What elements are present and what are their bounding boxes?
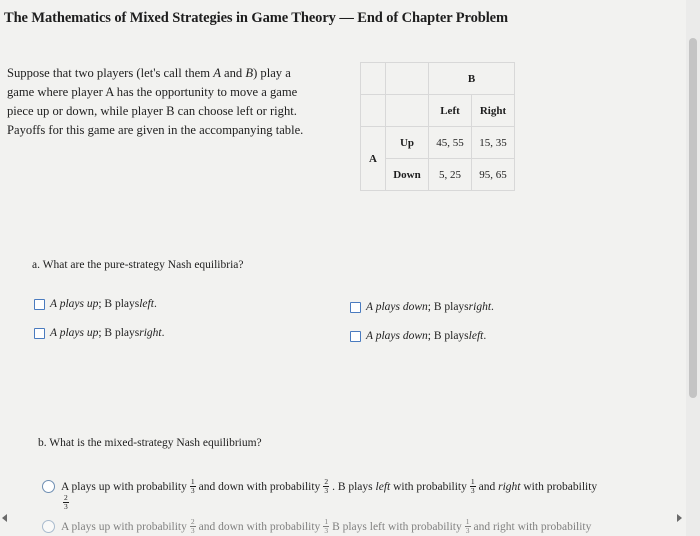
mixed-option-2[interactable] <box>42 518 591 535</box>
payoff-cell: 5, 25 <box>429 159 472 191</box>
question-a-text: a. What are the pure-strategy Nash equilibria? <box>32 259 244 271</box>
intro-text: and <box>220 66 246 80</box>
mixed-option-1[interactable] <box>42 478 597 495</box>
option-label: ; B plays <box>98 298 140 310</box>
numerator: 1 <box>324 517 329 526</box>
option-text: B plays left with probability <box>332 520 462 533</box>
radio-button[interactable] <box>42 480 55 493</box>
option-text: with probability <box>393 480 467 493</box>
scroll-left-icon[interactable] <box>2 514 7 522</box>
option-text: . B plays <box>332 480 373 493</box>
intro-text: ) play a <box>253 66 291 80</box>
intro-text: Payoffs for this game are given in the accompanying table. <box>7 123 304 137</box>
row-header-up: Up <box>386 127 429 159</box>
fraction <box>470 478 476 495</box>
radio-button[interactable] <box>42 520 55 533</box>
denominator: 3 <box>324 526 329 535</box>
option-text: and down with probability <box>198 520 321 533</box>
numerator: 2 <box>64 492 68 502</box>
option-1-continued <box>60 493 72 511</box>
fraction <box>323 478 329 495</box>
player-a-label: A <box>213 66 221 80</box>
option-label: A plays up <box>50 298 99 310</box>
numerator: 2 <box>190 517 195 526</box>
checkbox[interactable] <box>350 302 361 313</box>
col-header-left: Left <box>429 95 472 127</box>
option-label: . <box>161 327 165 339</box>
page-title: The Mathematics of Mixed Strategies in Game Theory — End of Chapter Problem <box>4 10 508 26</box>
option-label: ; B plays <box>98 327 140 339</box>
checkbox[interactable] <box>34 299 45 310</box>
denominator: 3 <box>190 486 195 495</box>
option-label: . <box>491 301 494 313</box>
fraction <box>63 494 69 511</box>
option-text: and <box>478 480 496 493</box>
empty-cell <box>386 95 429 127</box>
payoff-cell: 95, 65 <box>472 159 515 191</box>
denominator: 3 <box>470 486 475 495</box>
option-label: ; B plays <box>427 301 469 313</box>
numerator: 1 <box>465 517 470 526</box>
col-header-right: Right <box>472 95 515 127</box>
option-text: A plays up with probability <box>61 480 187 493</box>
option-label: right <box>139 327 162 339</box>
empty-cell <box>361 95 386 127</box>
row-player-label: A <box>361 127 386 191</box>
option-label: ; B plays <box>427 330 469 342</box>
col-player-label: B <box>429 63 515 95</box>
option-up-left[interactable] <box>34 298 157 310</box>
numerator: 1 <box>190 477 195 486</box>
empty-cell <box>361 63 386 95</box>
option-label: A plays up <box>50 327 99 339</box>
option-label: A plays down <box>366 330 428 342</box>
option-up-right[interactable] <box>34 327 164 339</box>
option-text: and right with probability <box>473 520 592 533</box>
scrollbar-thumb[interactable] <box>689 38 697 398</box>
fraction <box>190 518 196 535</box>
numerator: 2 <box>324 477 329 486</box>
denominator: 3 <box>190 526 195 535</box>
payoff-cell: 45, 55 <box>429 127 472 159</box>
problem-intro <box>7 64 322 140</box>
intro-text: Suppose that two players (let's call them <box>7 66 214 80</box>
option-label: . <box>153 298 157 310</box>
option-label: left <box>468 330 484 342</box>
option-label: A plays down <box>366 301 428 313</box>
empty-cell <box>386 63 429 95</box>
fraction <box>190 478 196 495</box>
question-b-text: b. What is the mixed-strategy Nash equilibrium? <box>38 437 262 449</box>
fraction <box>323 518 329 535</box>
scroll-right-icon[interactable] <box>677 514 682 522</box>
option-down-left[interactable] <box>350 330 486 342</box>
intro-text: piece up or down, while player B can choose left or right. <box>7 104 297 118</box>
scrollbar[interactable] <box>686 0 700 536</box>
option-text: right <box>498 480 521 493</box>
denominator: 3 <box>465 526 470 535</box>
payoff-table <box>360 62 515 191</box>
option-label: . <box>483 330 487 342</box>
checkbox[interactable] <box>34 328 45 339</box>
player-b-label: B <box>245 66 254 80</box>
checkbox[interactable] <box>350 331 361 342</box>
denominator: 3 <box>64 501 68 511</box>
option-label: left <box>139 298 154 310</box>
option-down-right[interactable] <box>350 301 494 313</box>
row-header-down: Down <box>386 159 429 191</box>
payoff-cell: 15, 35 <box>472 127 515 159</box>
option-text: left <box>375 480 391 493</box>
option-text: with probability <box>523 480 598 493</box>
denominator: 3 <box>324 486 329 495</box>
option-text: A plays up with probability <box>61 520 187 533</box>
numerator: 1 <box>470 477 475 486</box>
option-label: right <box>468 301 492 313</box>
fraction <box>465 518 471 535</box>
option-text: and down with probability <box>198 480 321 493</box>
intro-text: game where player A has the opportunity to move a game <box>7 85 298 99</box>
